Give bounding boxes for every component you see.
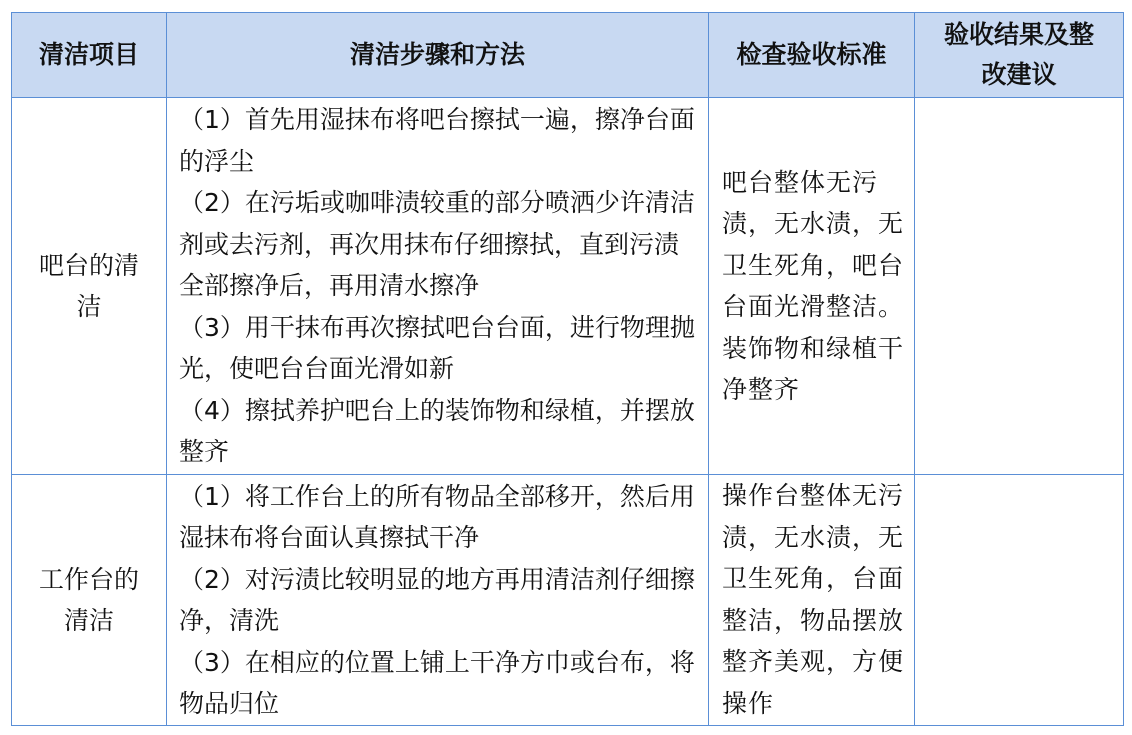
- row-standard: 吧台整体无污渍，无水渍，无卫生死角，吧台台面光滑整洁。装饰物和绿植干净整齐: [709, 98, 915, 475]
- step-item: （4）擦拭养护吧台上的装饰物和绿植，并摆放整齐: [179, 395, 695, 467]
- row-result: [915, 98, 1124, 475]
- header-result: 验收结果及整改建议: [915, 13, 1124, 98]
- header-item: 清洁项目: [12, 13, 167, 98]
- row-steps: [167, 475, 709, 726]
- step-item: （1）首先用湿抹布将吧台擦拭一遍，擦净台面的浮尘: [179, 105, 695, 176]
- step-item: （2）对污渍比较明显的地方再用清洁剂仔细擦净，清洗: [179, 564, 695, 635]
- row-steps: [167, 98, 709, 475]
- row-result: [915, 475, 1124, 726]
- row-standard: 操作台整体无污渍，无水渍，无卫生死角，台面整洁，物品摆放整齐美观，方便操作: [709, 475, 915, 726]
- row-item: 工作台的清洁: [12, 475, 167, 726]
- row-item: 吧台的清洁: [12, 98, 167, 475]
- table-row: [12, 475, 1124, 726]
- header-steps: 清洁步骤和方法: [167, 13, 709, 98]
- step-item: （2）在污垢或咖啡渍较重的部分喷洒少许清洁剂或去污剂，再次用抹布仔细擦拭，直到污渍全部擦净后，再用清水擦净: [179, 188, 695, 301]
- step-item: （1）将工作台上的所有物品全部移开，然后用湿抹布将台面认真擦拭干净: [179, 481, 695, 552]
- cleaning-standards-table: [11, 12, 1124, 726]
- table-row: [12, 98, 1124, 475]
- header-row: [12, 13, 1124, 98]
- step-item: （3）用干抹布再次擦拭吧台台面，进行物理抛光，使吧台台面光滑如新: [179, 312, 695, 384]
- header-standard: 检查验收标准: [709, 13, 915, 98]
- step-item: （3）在相应的位置上铺上干净方巾或台布，将物品归位: [179, 647, 695, 718]
